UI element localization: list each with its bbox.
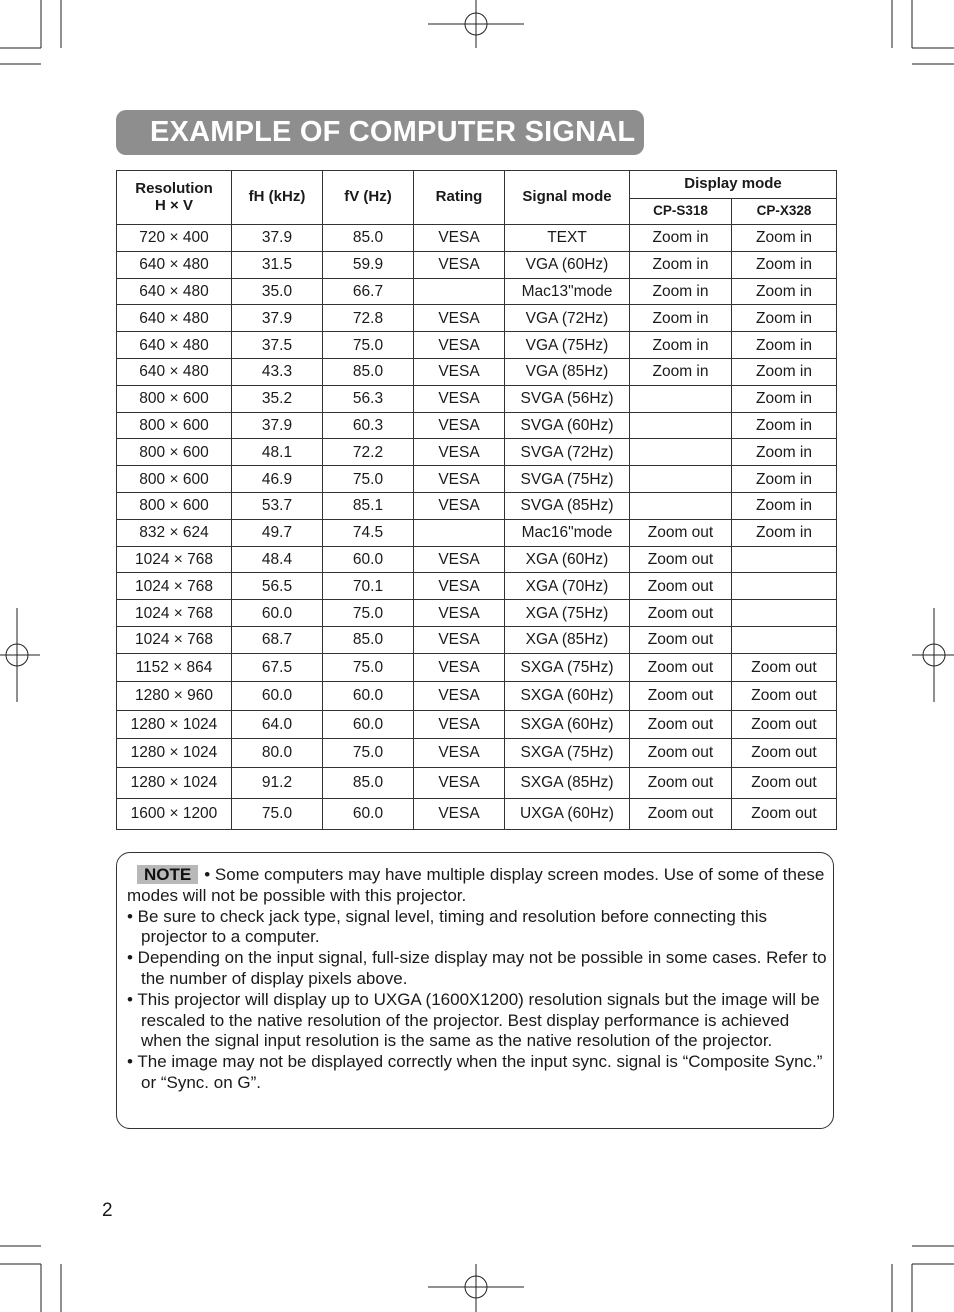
table-cell: Zoom out xyxy=(630,600,732,627)
header-rating: Rating xyxy=(414,171,505,225)
table-cell: Zoom out xyxy=(630,546,732,573)
table-row xyxy=(117,710,837,739)
table-cell: 800 × 600 xyxy=(117,492,232,519)
table-cell: 720 × 400 xyxy=(117,225,232,252)
table-cell: SXGA (85Hz) xyxy=(505,767,630,798)
table-cell: 66.7 xyxy=(323,278,414,305)
table-cell: 85.0 xyxy=(323,225,414,252)
table-cell: 832 × 624 xyxy=(117,519,232,546)
table-cell: TEXT xyxy=(505,225,630,252)
table-cell: Zoom in xyxy=(630,305,732,332)
table-cell: VESA xyxy=(414,682,505,711)
table-cell: Zoom in xyxy=(732,305,837,332)
table-cell: VESA xyxy=(414,573,505,600)
table-cell: Zoom out xyxy=(732,653,837,682)
table-cell xyxy=(732,573,837,600)
table-cell: 31.5 xyxy=(232,251,323,278)
table-cell: XGA (70Hz) xyxy=(505,573,630,600)
table-cell: XGA (85Hz) xyxy=(505,626,630,653)
table-cell: VESA xyxy=(414,439,505,466)
table-cell: 85.0 xyxy=(323,767,414,798)
table-cell: SVGA (56Hz) xyxy=(505,385,630,412)
table-cell: 53.7 xyxy=(232,492,323,519)
table-cell xyxy=(630,385,732,412)
table-cell: 72.8 xyxy=(323,305,414,332)
table-cell: Zoom out xyxy=(630,682,732,711)
note-content xyxy=(127,865,827,1094)
table-cell: 72.2 xyxy=(323,439,414,466)
table-cell xyxy=(732,600,837,627)
table-row xyxy=(117,739,837,768)
page-title: EXAMPLE OF COMPUTER SIGNAL xyxy=(150,116,636,148)
table-cell: Zoom out xyxy=(732,798,837,829)
table-cell: Zoom in xyxy=(630,358,732,385)
table-cell: VESA xyxy=(414,653,505,682)
table-cell: VESA xyxy=(414,798,505,829)
table-cell xyxy=(732,626,837,653)
table-cell: VESA xyxy=(414,412,505,439)
table-cell: 640 × 480 xyxy=(117,278,232,305)
table-row xyxy=(117,385,837,412)
note-bullet: • The image may not be displayed correctly when the input sync. signal is “Composite Sync.” or “Sync. on G”. xyxy=(127,1052,823,1092)
table-cell: VESA xyxy=(414,546,505,573)
table-cell: 640 × 480 xyxy=(117,305,232,332)
table-cell: 1280 × 1024 xyxy=(117,767,232,798)
note-first-text: • Some computers may have multiple display screen modes. Use of some of these modes will not be possible with this projector. xyxy=(127,865,825,905)
table-cell: Zoom in xyxy=(732,225,837,252)
table-cell: 640 × 480 xyxy=(117,332,232,359)
table-cell: 1600 × 1200 xyxy=(117,798,232,829)
table-cell: 1280 × 1024 xyxy=(117,710,232,739)
table-cell: VESA xyxy=(414,739,505,768)
table-cell: Zoom in xyxy=(630,251,732,278)
table-cell: SVGA (85Hz) xyxy=(505,492,630,519)
table-cell: Zoom in xyxy=(630,225,732,252)
table-cell: 1024 × 768 xyxy=(117,626,232,653)
table-cell: VESA xyxy=(414,466,505,493)
table-row xyxy=(117,600,837,627)
table-cell: Zoom out xyxy=(732,739,837,768)
table-cell: 60.0 xyxy=(323,798,414,829)
table-cell: VGA (85Hz) xyxy=(505,358,630,385)
table-cell: Mac13"mode xyxy=(505,278,630,305)
table-cell: VESA xyxy=(414,600,505,627)
table-cell: 1024 × 768 xyxy=(117,573,232,600)
table-cell: 48.1 xyxy=(232,439,323,466)
table-cell: 91.2 xyxy=(232,767,323,798)
table-cell: 1024 × 768 xyxy=(117,546,232,573)
table-cell: 60.0 xyxy=(323,682,414,711)
table-row xyxy=(117,278,837,305)
table-cell xyxy=(414,278,505,305)
table-cell: 37.9 xyxy=(232,225,323,252)
note-box xyxy=(116,852,834,1129)
table-cell: Zoom in xyxy=(732,251,837,278)
table-cell: VESA xyxy=(414,767,505,798)
table-cell: VGA (72Hz) xyxy=(505,305,630,332)
table-cell: 49.7 xyxy=(232,519,323,546)
table-cell: 60.0 xyxy=(323,546,414,573)
table-row xyxy=(117,305,837,332)
table-cell: 800 × 600 xyxy=(117,439,232,466)
table-cell: Zoom out xyxy=(630,519,732,546)
table-cell: 640 × 480 xyxy=(117,251,232,278)
table-cell: VESA xyxy=(414,492,505,519)
header-fh: fH (kHz) xyxy=(232,171,323,225)
header-resolution: Resolution H × V xyxy=(117,171,232,225)
table-cell: 75.0 xyxy=(323,653,414,682)
table-cell: XGA (75Hz) xyxy=(505,600,630,627)
table-cell: 800 × 600 xyxy=(117,466,232,493)
table-cell: Zoom out xyxy=(732,767,837,798)
table-cell: 68.7 xyxy=(232,626,323,653)
table-cell: SXGA (75Hz) xyxy=(505,653,630,682)
table-cell xyxy=(630,492,732,519)
note-badge: NOTE xyxy=(137,865,198,884)
table-cell: VESA xyxy=(414,305,505,332)
table-cell: 37.5 xyxy=(232,332,323,359)
table-cell xyxy=(630,412,732,439)
table-cell: Zoom out xyxy=(732,710,837,739)
note-first-paragraph xyxy=(127,865,827,907)
table-cell: Mac16"mode xyxy=(505,519,630,546)
table-cell: Zoom out xyxy=(630,573,732,600)
table-cell: 75.0 xyxy=(323,600,414,627)
table-row xyxy=(117,653,837,682)
table-row xyxy=(117,439,837,466)
header-fv: fV (Hz) xyxy=(323,171,414,225)
table-row xyxy=(117,225,837,252)
table-cell: 60.0 xyxy=(232,600,323,627)
table-cell: 48.4 xyxy=(232,546,323,573)
table-cell: Zoom in xyxy=(732,278,837,305)
table-cell: 74.5 xyxy=(323,519,414,546)
table-cell: Zoom in xyxy=(732,466,837,493)
table-cell: Zoom in xyxy=(732,519,837,546)
table-cell: SXGA (60Hz) xyxy=(505,682,630,711)
table-cell: SXGA (60Hz) xyxy=(505,710,630,739)
table-cell: XGA (60Hz) xyxy=(505,546,630,573)
table-cell: Zoom in xyxy=(732,492,837,519)
header-display-mode: Display mode xyxy=(630,171,837,199)
table-cell: Zoom in xyxy=(732,332,837,359)
table-row xyxy=(117,546,837,573)
table-cell: Zoom out xyxy=(630,739,732,768)
table-cell: VESA xyxy=(414,225,505,252)
table-cell xyxy=(732,546,837,573)
table-row xyxy=(117,332,837,359)
table-cell: Zoom in xyxy=(732,439,837,466)
table-cell: SVGA (72Hz) xyxy=(505,439,630,466)
table-cell: 85.0 xyxy=(323,626,414,653)
table-cell: 64.0 xyxy=(232,710,323,739)
table-cell: VESA xyxy=(414,251,505,278)
table-cell: VGA (75Hz) xyxy=(505,332,630,359)
table-row xyxy=(117,767,837,798)
table-row xyxy=(117,466,837,493)
table-cell: VESA xyxy=(414,626,505,653)
table-cell: Zoom out xyxy=(630,767,732,798)
table-cell: 75.0 xyxy=(232,798,323,829)
signal-table xyxy=(116,170,837,830)
table-cell: 75.0 xyxy=(323,739,414,768)
table-cell: 43.3 xyxy=(232,358,323,385)
table-cell: VESA xyxy=(414,385,505,412)
table-cell: Zoom in xyxy=(732,412,837,439)
note-bullet: • This projector will display up to UXGA (1600X1200) resolution signals but the image will be rescaled to the native resolution of the projector. Best display performance is achieved when the signal input resolution is the same as the native resolution of the projector. xyxy=(127,989,820,1051)
table-cell: SVGA (75Hz) xyxy=(505,466,630,493)
table-cell: 1024 × 768 xyxy=(117,600,232,627)
header-model-cp-s318: CP-S318 xyxy=(630,199,732,225)
table-cell: 60.0 xyxy=(232,682,323,711)
table-cell: VESA xyxy=(414,710,505,739)
table-cell: 60.0 xyxy=(323,710,414,739)
table-cell: Zoom out xyxy=(630,626,732,653)
table-cell: 75.0 xyxy=(323,332,414,359)
table-cell: 1152 × 864 xyxy=(117,653,232,682)
note-bullet: • Be sure to check jack type, signal level, timing and resolution before connecting this projector to a computer. xyxy=(127,906,768,947)
title-banner xyxy=(116,110,644,155)
table-cell: 800 × 600 xyxy=(117,412,232,439)
table-cell: 1280 × 960 xyxy=(117,682,232,711)
table-row xyxy=(117,358,837,385)
table-cell: VGA (60Hz) xyxy=(505,251,630,278)
header-model-cp-x328: CP-X328 xyxy=(732,199,837,225)
table-cell: Zoom in xyxy=(732,385,837,412)
table-cell: 37.9 xyxy=(232,412,323,439)
table-cell xyxy=(630,439,732,466)
table-row xyxy=(117,573,837,600)
table-cell: Zoom out xyxy=(630,798,732,829)
table-cell: 35.0 xyxy=(232,278,323,305)
table-cell: UXGA (60Hz) xyxy=(505,798,630,829)
table-row xyxy=(117,798,837,829)
table-row xyxy=(117,626,837,653)
table-cell xyxy=(630,466,732,493)
table-cell: VESA xyxy=(414,358,505,385)
table-cell: SVGA (60Hz) xyxy=(505,412,630,439)
table-cell: 37.9 xyxy=(232,305,323,332)
table-cell: 67.5 xyxy=(232,653,323,682)
table-row xyxy=(117,251,837,278)
table-row xyxy=(117,519,837,546)
table-cell: Zoom in xyxy=(630,278,732,305)
table-cell: 46.9 xyxy=(232,466,323,493)
note-bullet: • Depending on the input signal, full-size display may not be possible in some cases. Refer to the number of display pixels above. xyxy=(127,948,827,988)
page-number: 2 xyxy=(102,1200,113,1221)
table-cell: 60.3 xyxy=(323,412,414,439)
table-cell: 85.1 xyxy=(323,492,414,519)
table-cell: 35.2 xyxy=(232,385,323,412)
header-signal-mode: Signal mode xyxy=(505,171,630,225)
table-cell: 70.1 xyxy=(323,573,414,600)
table-cell: 56.5 xyxy=(232,573,323,600)
table-row xyxy=(117,412,837,439)
table-cell: 640 × 480 xyxy=(117,358,232,385)
table-cell: 1280 × 1024 xyxy=(117,739,232,768)
table-cell: 56.3 xyxy=(323,385,414,412)
table-cell: SXGA (75Hz) xyxy=(505,739,630,768)
table-cell: Zoom out xyxy=(732,682,837,711)
table-cell: 800 × 600 xyxy=(117,385,232,412)
table-cell xyxy=(414,519,505,546)
table-row xyxy=(117,682,837,711)
table-cell: Zoom in xyxy=(630,332,732,359)
table-cell: 85.0 xyxy=(323,358,414,385)
table-row xyxy=(117,492,837,519)
table-cell: Zoom in xyxy=(732,358,837,385)
table-cell: 75.0 xyxy=(323,466,414,493)
table-cell: Zoom out xyxy=(630,653,732,682)
table-cell: 59.9 xyxy=(323,251,414,278)
table-cell: VESA xyxy=(414,332,505,359)
table-cell: Zoom out xyxy=(630,710,732,739)
table-cell: 80.0 xyxy=(232,739,323,768)
